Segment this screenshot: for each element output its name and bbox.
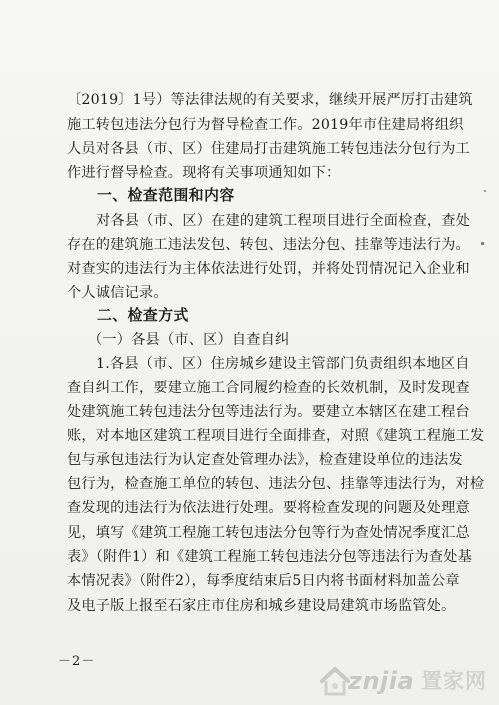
section-heading-scope: 一、检查范围和内容 — [97, 187, 235, 204]
body-text-line: 账，对本地区建筑工程项目进行全面排查，对照《建筑工程施工发 — [67, 428, 485, 444]
body-text-line: 人员对各县（市、区）住建局打击建筑施工转包违法分包行为工 — [67, 141, 470, 157]
scan-speck — [484, 190, 486, 192]
body-text-line: 查发现的违法行为依法进行处理。要将检查发现的问题及处理意 — [67, 500, 470, 516]
subsection-heading: （一）各县（市、区）自查自纠 — [88, 332, 290, 348]
scan-speck — [481, 242, 484, 245]
body-text-line: 处建筑施工转包违法分包等违法行为。要建立本辖区在建工程台 — [67, 404, 470, 420]
body-text-line: 对查实的违法行为主体依法进行处罚，并将处罚情况记入企业和 — [67, 261, 470, 277]
watermark-latin-text: znjia — [348, 667, 415, 695]
body-text-line: 1.各县（市、区）住房城乡建设主管部门负责组织本地区自 — [96, 356, 470, 372]
body-text-line: 见，填写《建筑工程施工转包违法分包等行为查处情况季度汇总 — [67, 525, 470, 541]
body-text-line: 本情况表》（附件2），每季度结束后5日内将书面材料加盖公章 — [67, 573, 460, 589]
body-text-line: 表》（附件1）和《建筑工程施工转包违法分包等违法行为查处基 — [67, 549, 472, 565]
watermark — [318, 656, 496, 702]
body-text-line: 个人诚信记录。 — [67, 285, 168, 301]
body-text-line: 查自纠工作，要建立施工合同履约检查的长效机制，及时发现查 — [67, 380, 470, 396]
section-heading-method: 二、检查方式 — [97, 307, 189, 324]
watermark-chinese-text: 置家网 — [421, 669, 487, 693]
body-text-line: 存在的建筑施工违法发包、转包、违法分包、挂靠等违法行为。 — [67, 237, 470, 253]
body-text-line: 及电子版上报至石家庄市住房和城乡建设局建筑市场监管处。 — [67, 598, 456, 614]
body-text-line: 对各县（市、区）在建的建筑工程项目进行全面检查，查处 — [96, 213, 471, 229]
body-text-line: 〔2019〕1号）等法律法规的有关要求，继续开展严厉打击建筑 — [67, 92, 473, 108]
body-text-line: 包与承包违法行为认定查处管理办法》，检查建设单位的违法发 — [67, 452, 463, 468]
watermark-house-icon — [318, 664, 352, 698]
page-number: －2－ — [58, 654, 96, 669]
body-text-line: 包行为，检查施工单位的转包、违法分包、挂靠等违法行为，对检 — [67, 476, 485, 492]
body-text-line: 作进行督导检查。现将有关事项通知如下： — [67, 165, 341, 181]
body-text-line: 施工转包违法分包行为督导检查工作。2019年市住建局将组织 — [67, 117, 464, 133]
